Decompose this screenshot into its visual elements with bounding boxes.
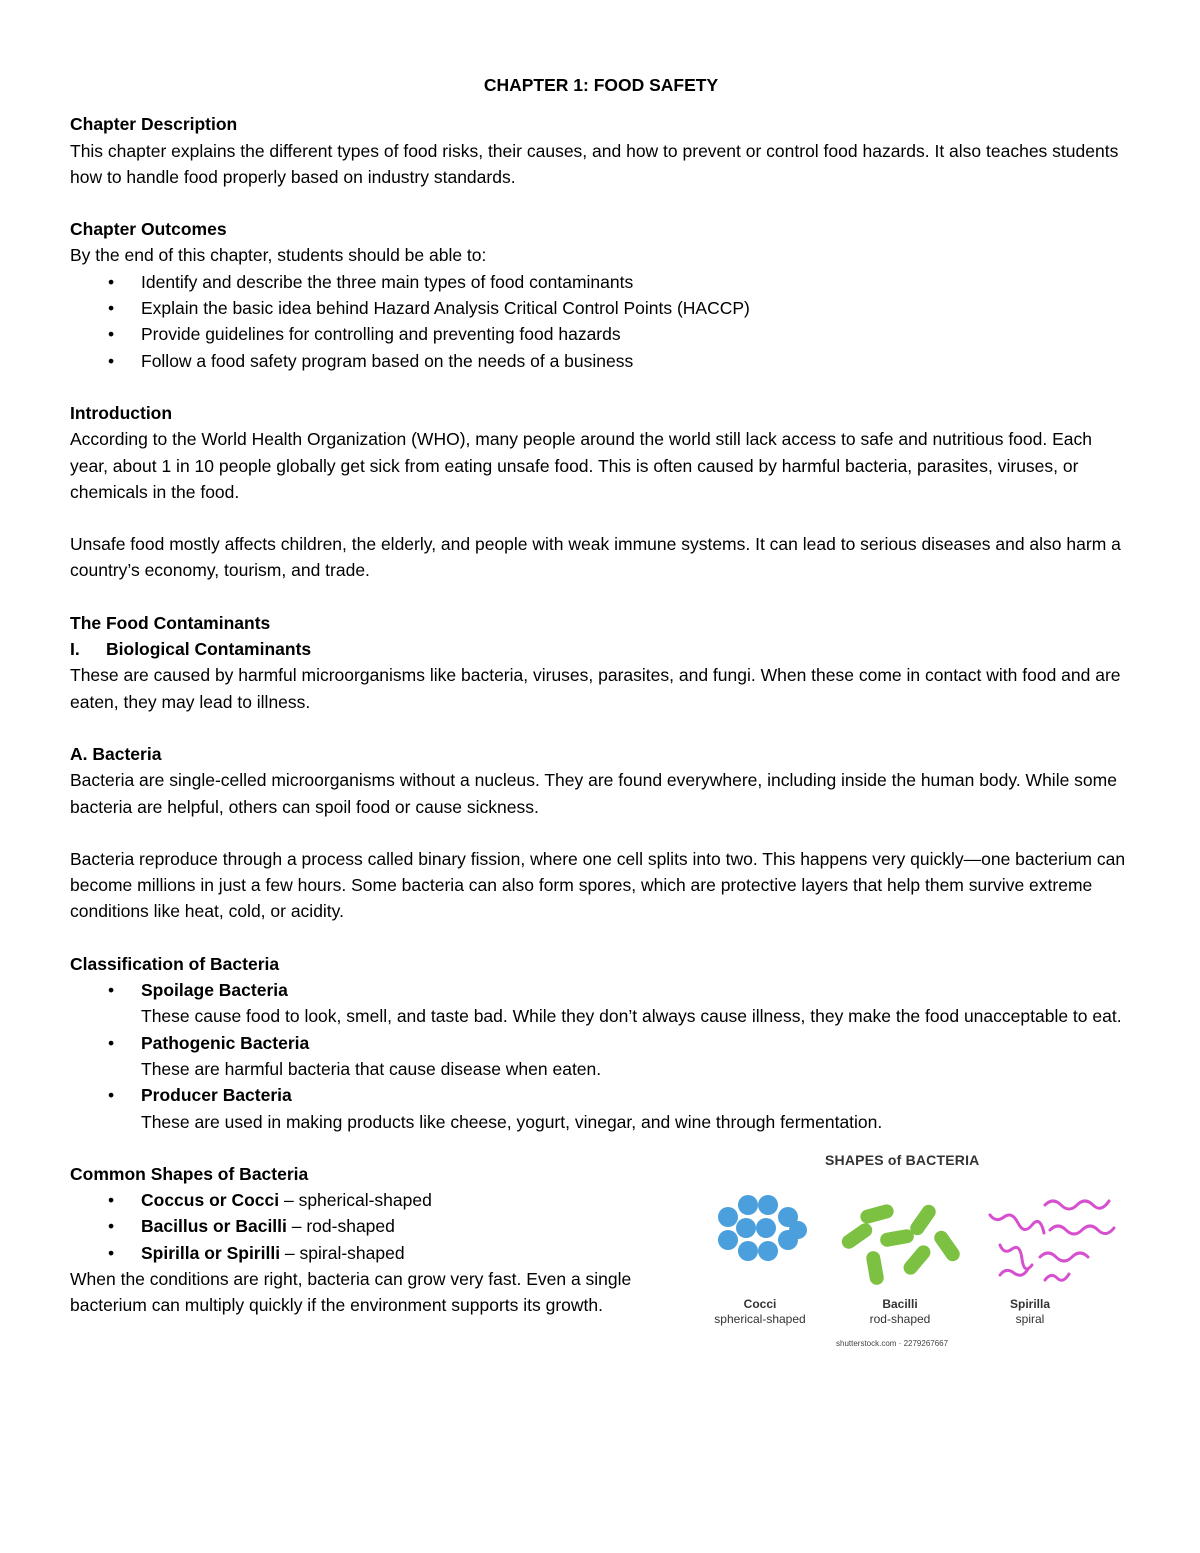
coccus-icon [718,1207,738,1227]
coccus-icon [738,1195,758,1215]
list-item [70,977,1132,1030]
list-item [70,1213,660,1239]
spirilla-caption [970,1297,1090,1327]
coccus-icon [758,1195,778,1215]
shape-desc: – rod-shaped [286,1216,395,1237]
bullet-icon: • [108,324,115,345]
spirillum-icon [1000,1245,1032,1269]
shape-desc: – spiral-shaped [280,1242,405,1263]
bacilli-illustration [839,1202,962,1286]
classification-name: Pathogenic Bacteria [141,1032,310,1053]
spirillum-icon [1050,1226,1114,1234]
shapes-section [70,1151,1132,1348]
shapes-text: When the conditions are right, bacteria can grow very fast. Even a single bacterium can multiply quickly if the environment supports its growth. [70,1268,632,1316]
shape-name: Spirilla or Spirilli [141,1242,281,1263]
description-heading: Chapter Description [70,114,238,135]
list-item [70,1240,660,1266]
bullet-icon: • [108,1190,115,1211]
cocci-caption [700,1297,820,1327]
bacteria-paragraph-2: Bacteria reproduce through a process called binary fission, where one cell splits into two. This happens very quickly—one bacterium can become millions in just a few hours. Some bacteria can also form spores, which are protective layers that help them survive extreme conditions like heat, cold, or acidity. [70,848,1126,922]
spirillum-icon [1045,1274,1069,1280]
bacilli-caption [840,1297,960,1327]
outcomes-heading: Chapter Outcomes [70,219,227,240]
bacillus-icon [932,1228,963,1264]
classification-desc: These cause food to look, smell, and taste bad. While they don’t always cause illness, they make the food unacceptable to eat. [141,1006,1122,1027]
shape-desc: – spherical-shaped [279,1190,432,1211]
shapes-heading: Common Shapes of Bacteria [70,1163,309,1184]
bacteria-paragraph-1: Bacteria are single-celled microorganisms without a nucleus. They are found everywhere, including inside the human body. While some bacteria are helpful, others can spoil food or cause sickness. [70,770,1117,817]
list-item: • Provide guidelines for controlling and preventing food hazards [70,321,1132,347]
figure-title: SHAPES of BACTERIA [825,1151,980,1168]
bullet-icon: • [108,1216,115,1237]
spirillum-icon [990,1215,1044,1233]
classification-desc: These are used in making products like cheese, yogurt, vinegar, and wine through fermentation. [141,1111,883,1132]
bacillus-icon [839,1220,875,1251]
list-item: • Identify and describe the three main types of food contaminants [70,269,1132,295]
list-item: • Follow a food safety program based on the needs of a business [70,348,1132,374]
spirillum-icon [1045,1201,1109,1209]
bullet-icon: • [108,350,115,371]
introduction-heading: Introduction [70,402,173,423]
bullet-icon: • [108,980,115,1001]
contaminants-heading: The Food Contaminants [70,612,271,633]
coccus-icon [718,1230,738,1250]
outcomes-intro: By the end of this chapter, students should be able to: [70,245,487,266]
bacillus-icon [859,1203,895,1225]
bullet-icon: • [108,271,115,292]
spirillum-icon [1000,1269,1028,1275]
bacillus-icon [901,1242,934,1277]
description-text: This chapter explains the different types of food risks, their causes, and how to prevent or control food hazards. It also teaches students how to handle food properly based on industry standards. [70,140,1119,187]
caption-title: Bacilli [882,1296,918,1311]
bacteria-illustration [700,1175,1120,1305]
document-page [70,70,1132,1348]
shape-name: Coccus or Cocci [141,1190,280,1211]
bullet-icon: • [108,1085,115,1106]
caption-title: Spirilla [1009,1296,1050,1311]
introduction-paragraph-1: According to the World Health Organization (WHO), many people around the world still lack access to safe and nutritious food. Each year, about 1 in 10 people globally get sick from eating unsafe food. This is often caused by harmful bacteria, parasites, viruses, or chemicals in the food. [70,429,1092,502]
classification-name: Producer Bacteria [141,1085,292,1106]
bacillus-icon [879,1228,915,1248]
coccus-icon [756,1218,776,1238]
shapes-list [70,1187,660,1266]
bullet-icon: • [108,1242,115,1263]
coccus-icon [736,1218,756,1238]
image-credit: shutterstock.com · 2279267667 [836,1338,949,1348]
subheading-label: Biological Contaminants [106,639,312,660]
outcomes-list [70,269,1132,374]
caption-desc: spiral [1015,1311,1045,1326]
list-item [70,1082,1132,1135]
chapter-title: CHAPTER 1: FOOD SAFETY [483,75,719,95]
caption-desc: rod-shaped [869,1311,931,1326]
spirillum-icon [1040,1253,1088,1261]
introduction-paragraph-2: Unsafe food mostly affects children, the elderly, and people with weak immune systems. It can lead to serious diseases and also harm a country’s economy, tourism, and trade. [70,534,1121,581]
bullet-icon: • [108,298,115,319]
bullet-icon: • [108,1032,115,1053]
list-item: • Explain the basic idea behind Hazard Analysis Critical Control Points (HACCP) [70,295,1132,321]
classification-name: Spoilage Bacteria [141,980,288,1001]
coccus-icon [758,1241,778,1261]
classification-list [70,977,1132,1135]
coccus-icon [789,1221,807,1239]
classification-heading: Classification of Bacteria [70,953,280,974]
bacillus-icon [865,1250,885,1286]
biological-contaminants-heading [70,636,1132,662]
contaminants-text: These are caused by harmful microorganisms like bacteria, viruses, parasites, and fungi. When these come in contact with food and are eaten, they may lead to illness. [70,665,1121,712]
caption-desc: spherical-shaped [714,1311,806,1326]
bacteria-heading: A. Bacteria [70,743,162,764]
shape-name: Bacillus or Bacilli [141,1216,287,1237]
spirilla-illustration [990,1201,1114,1280]
roman-numeral: I. [70,639,80,660]
list-item [70,1030,1132,1083]
cocci-illustration [718,1195,807,1261]
classification-desc: These are harmful bacteria that cause disease when eaten. [141,1058,602,1079]
bacteria-shapes-figure [700,1147,1120,1367]
caption-title: Cocci [743,1296,777,1311]
coccus-icon [738,1241,758,1261]
list-item [70,1187,660,1213]
